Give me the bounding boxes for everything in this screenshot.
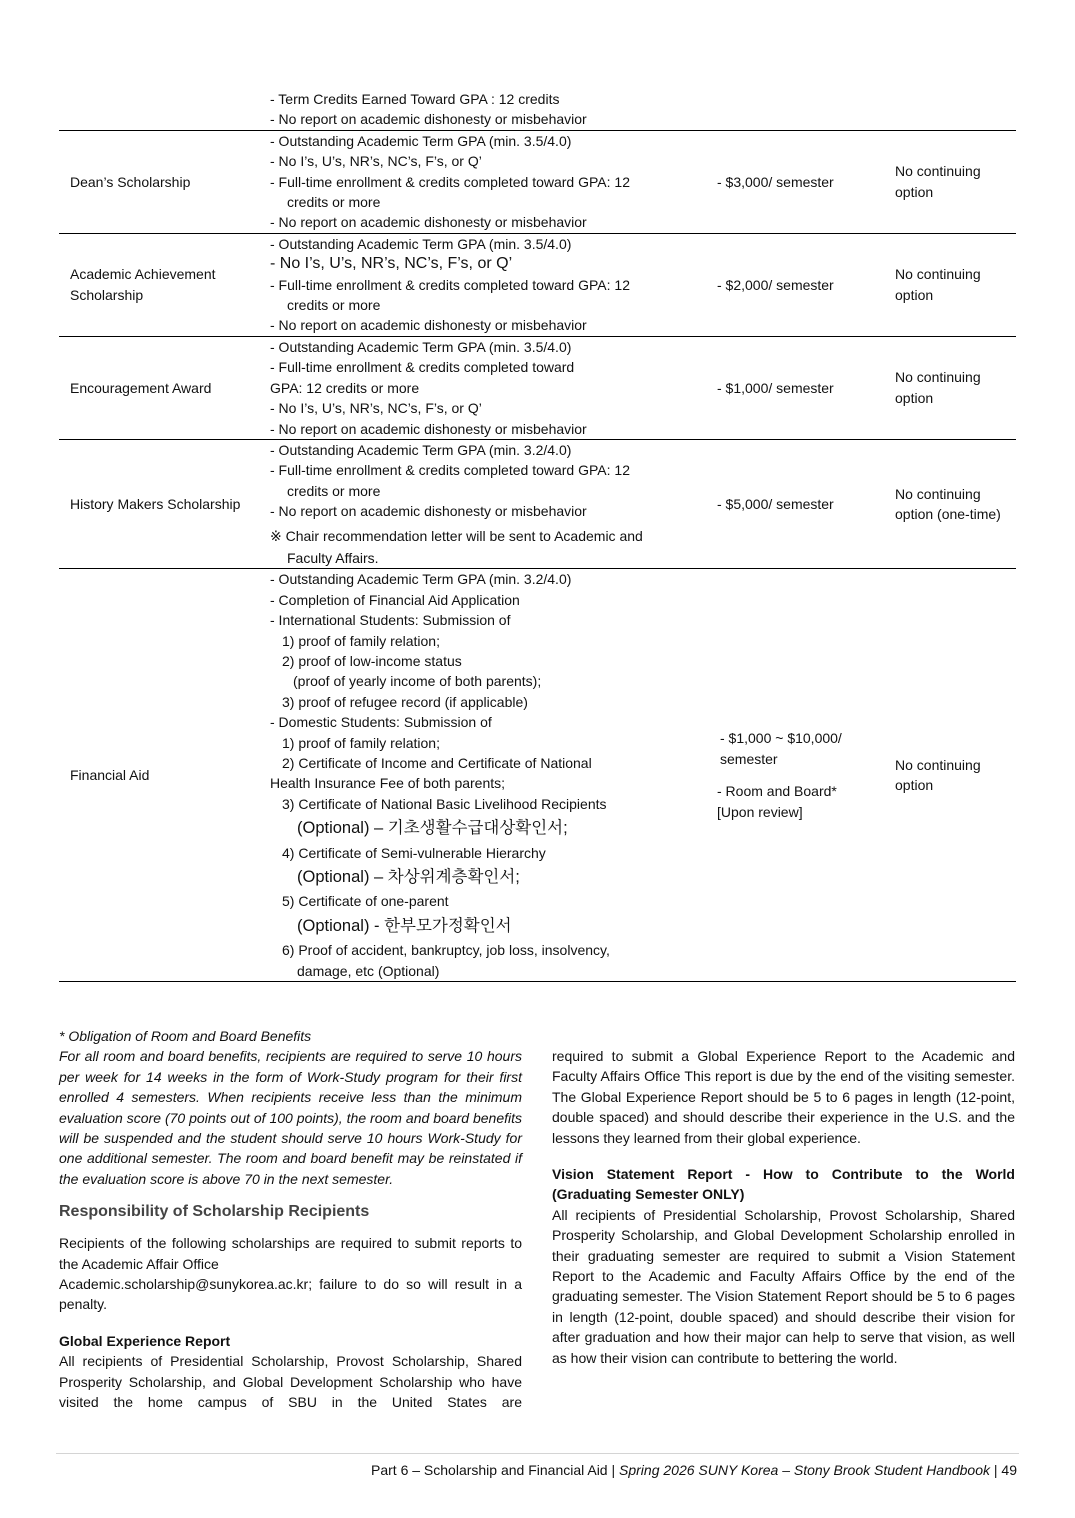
requirement-line: 1) proof of family relation; bbox=[282, 632, 440, 649]
requirement-line: - No report on academic dishonesty or misbehavior bbox=[270, 111, 587, 128]
requirement-line: - No report on academic dishonesty or misbehavior bbox=[270, 317, 587, 334]
requirement-line: - No I’s, U’s, NR’s, NC’s, F’s, or Q’ bbox=[270, 153, 482, 170]
requirement-line: credits or more bbox=[287, 297, 381, 314]
requirement-line: 3) proof of refugee record (if applicable) bbox=[282, 693, 528, 710]
requirement-line: 4) Certificate of Semi-vulnerable Hierarchy bbox=[282, 844, 546, 861]
responsibility-text: Recipients of the following scholarships are required to submit reports to the Academic Affair Office bbox=[59, 1235, 522, 1272]
global-experience-heading: Global Experience Report bbox=[59, 1332, 231, 1349]
right-column bbox=[552, 1046, 1015, 1368]
chair-recommendation-note: ※ Chair recommendation letter will be sent to Academic and bbox=[270, 527, 643, 544]
requirement-line: 1) proof of family relation; bbox=[282, 734, 440, 751]
room-and-board: - Room and Board* bbox=[717, 783, 837, 800]
requirement-line: credits or more bbox=[287, 194, 381, 211]
requirement-line: - No I’s, U’s, NR’s, NC’s, F’s, or Q’ bbox=[270, 255, 513, 273]
room-board-note-body: For all room and board benefits, recipients are required to serve 10 hours per week for 14 weeks in the form of Work-Study program for their first enrolled 4 semesters. When recipients receive less than the minimum evaluation score (70 points out of 100 points), the room and board benefits will be suspended and the student should serve 10 hours Work-Study for one additional semester. The room and board benefit may be reinstated if the evaluation score is above 70 in the next semester. bbox=[59, 1048, 522, 1187]
amount-cell: - $5,000/ semester bbox=[717, 495, 834, 512]
requirement-line: - Outstanding Academic Term GPA (min. 3.5/4.0) bbox=[270, 132, 572, 149]
requirements-cell bbox=[270, 131, 717, 233]
requirement-line: - Outstanding Academic Term GPA (min. 3.5/4.0) bbox=[270, 235, 572, 252]
requirements-cell bbox=[270, 234, 717, 336]
scholarship-table bbox=[59, 89, 1016, 982]
requirement-line: - No report on academic dishonesty or misbehavior bbox=[270, 214, 587, 231]
amount-block bbox=[717, 728, 842, 822]
responsibility-body bbox=[59, 1233, 522, 1315]
left-column bbox=[59, 1026, 522, 1413]
amount-cell bbox=[717, 569, 895, 981]
continuing-cell: No continuing option bbox=[895, 266, 981, 303]
requirement-line: - Outstanding Academic Term GPA (min. 3.5/4.0) bbox=[270, 338, 572, 355]
footer-handbook-title: Spring 2026 SUNY Korea – Stony Brook Student Handbook bbox=[619, 1462, 990, 1478]
requirements-cell bbox=[270, 89, 717, 130]
requirement-line: 6) Proof of accident, bankruptcy, job loss, insolvency, bbox=[282, 942, 610, 959]
footer-separator: | bbox=[607, 1462, 620, 1478]
amount-cell: - $3,000/ semester bbox=[717, 173, 834, 190]
requirement-line: - Completion of Financial Aid Application bbox=[270, 591, 520, 608]
requirement-line: 2) Certificate of Income and Certificate of National bbox=[282, 755, 592, 771]
continuing-cell: No continuing option bbox=[895, 163, 981, 200]
responsibility-heading: Responsibility of Scholarship Recipients bbox=[59, 1203, 370, 1221]
amount-cell: - $1,000/ semester bbox=[717, 379, 834, 396]
continuing-cell: No continuing option bbox=[895, 369, 981, 406]
table-row-continued bbox=[59, 89, 1016, 131]
scholarship-name: Financial Aid bbox=[70, 767, 150, 783]
continuing-cell: No continuing option bbox=[895, 756, 981, 794]
responsibility-text-2: ; failure to do so will result in a penalty. bbox=[59, 1276, 522, 1313]
scholarship-email-link[interactable]: Academic.scholarship@sunykorea.ac.kr bbox=[59, 1276, 309, 1293]
requirement-line-korean: (Optional) – 차상위계층확인서; bbox=[297, 868, 520, 887]
requirement-line: - Full-time enrollment & credits completed toward GPA: 12 bbox=[270, 462, 630, 479]
requirements-cell bbox=[270, 440, 717, 568]
requirement-line: - No report on academic dishonesty or misbehavior bbox=[270, 420, 587, 437]
requirement-line: - No report on academic dishonesty or misbehavior bbox=[270, 503, 587, 520]
requirement-line: - International Students: Submission of bbox=[270, 612, 511, 629]
vision-statement-heading: Vision Statement Report - How to Contribute to the World (Graduating Semester ONLY) bbox=[552, 1166, 1015, 1203]
scholarship-name: Academic Achievement Scholarship bbox=[70, 266, 216, 303]
table-row-deans-scholarship bbox=[59, 131, 1016, 234]
global-experience-body-continued: required to submit a Global Experience Report to the Academic and Faculty Affairs Office This report is due by the end of the visiting semester. The Global Experience Report should be 5 to 6 pages in length (12-point, double spaced) and should describe their experience in the U.S. and the lessons they learned from their global experience. bbox=[552, 1048, 1015, 1146]
upon-review: [Upon review] bbox=[717, 803, 803, 820]
scholarship-name bbox=[59, 89, 270, 130]
amount-cell bbox=[717, 89, 895, 130]
continuing-cell: No continuing option (one-time) bbox=[895, 485, 1001, 523]
table-row-history-makers bbox=[59, 440, 1016, 569]
requirement-line: damage, etc (Optional) bbox=[297, 962, 440, 979]
requirement-line: credits or more bbox=[287, 482, 381, 499]
vision-statement-body: All recipients of Presidential Scholarship, Provost Scholarship, Shared Prosperity Scholarship, and Global Development Scholarship enrolled in their graduating semester are required to submit a Vision Statement Report to the Academic and Faculty Affairs Office by the end of the graduating semester. The Vision Statement Report should be 5 to 6 pages in length (12-point, double spaced) and should describe their vision for after graduation and how their major can help to serve that vision, as well as how their vision can contribute to bettering the world. bbox=[552, 1206, 1015, 1366]
amount-range: - $1,000 ~ $10,000/ bbox=[720, 730, 842, 747]
table-row-financial-aid bbox=[59, 569, 1016, 982]
requirement-line: (proof of yearly income of both parents); bbox=[293, 673, 542, 690]
requirement-line: - Full-time enrollment & credits completed toward bbox=[270, 359, 575, 376]
requirement-line: - Outstanding Academic Term GPA (min. 3.2/4.0) bbox=[270, 441, 572, 458]
requirement-line: Faculty Affairs. bbox=[287, 549, 379, 566]
amount-range-unit: semester bbox=[720, 750, 778, 767]
requirement-line: - No I’s, U’s, NR’s, NC’s, F’s, or Q’ bbox=[270, 400, 482, 417]
requirement-line: - Full-time enrollment & credits completed toward GPA: 12 bbox=[270, 173, 630, 190]
requirement-line-korean: (Optional) - 한부모가정확인서 bbox=[297, 916, 512, 935]
scholarship-name: History Makers Scholarship bbox=[70, 495, 241, 512]
footer-separator: | bbox=[990, 1462, 1002, 1478]
scholarship-name: Encouragement Award bbox=[70, 379, 212, 396]
continuing-cell bbox=[895, 89, 1016, 130]
requirements-cell bbox=[270, 569, 717, 981]
scholarship-name: Dean’s Scholarship bbox=[70, 173, 191, 190]
table-row-encouragement-award bbox=[59, 337, 1016, 440]
table-row-academic-achievement bbox=[59, 234, 1016, 337]
requirement-line: 3) Certificate of National Basic Livelihood Recipients bbox=[282, 795, 607, 812]
requirements-cell bbox=[270, 337, 717, 439]
global-experience-body: All recipients of Presidential Scholarship, Provost Scholarship, Shared Prosperity Scholarship, and Global Development Scholarship who have visited the home campus of SBU in the United States are bbox=[59, 1353, 522, 1411]
page-number: 49 bbox=[1001, 1462, 1017, 1478]
requirement-line: GPA: 12 credits or more bbox=[270, 379, 420, 396]
requirement-line: 5) Certificate of one-parent bbox=[282, 893, 449, 910]
requirement-line: Health Insurance Fee of both parents; bbox=[270, 775, 506, 792]
footer-part: Part 6 – Scholarship and Financial Aid bbox=[371, 1462, 608, 1478]
footer-divider bbox=[56, 1453, 1019, 1454]
requirement-line-korean: (Optional) – 기초생활수급대상확인서; bbox=[297, 819, 568, 838]
page-footer bbox=[371, 1460, 1017, 1480]
requirement-line: - Domestic Students: Submission of bbox=[270, 714, 492, 731]
room-board-note-title: * Obligation of Room and Board Benefits bbox=[59, 1028, 312, 1044]
requirement-line: - Term Credits Earned Toward GPA : 12 credits bbox=[270, 91, 560, 107]
requirement-line: 2) proof of low-income status bbox=[282, 652, 462, 669]
requirement-line: - Full-time enrollment & credits completed toward GPA: 12 bbox=[270, 276, 630, 293]
requirement-line: - Outstanding Academic Term GPA (min. 3.2/4.0) bbox=[270, 571, 572, 588]
amount-cell: - $2,000/ semester bbox=[717, 276, 834, 293]
